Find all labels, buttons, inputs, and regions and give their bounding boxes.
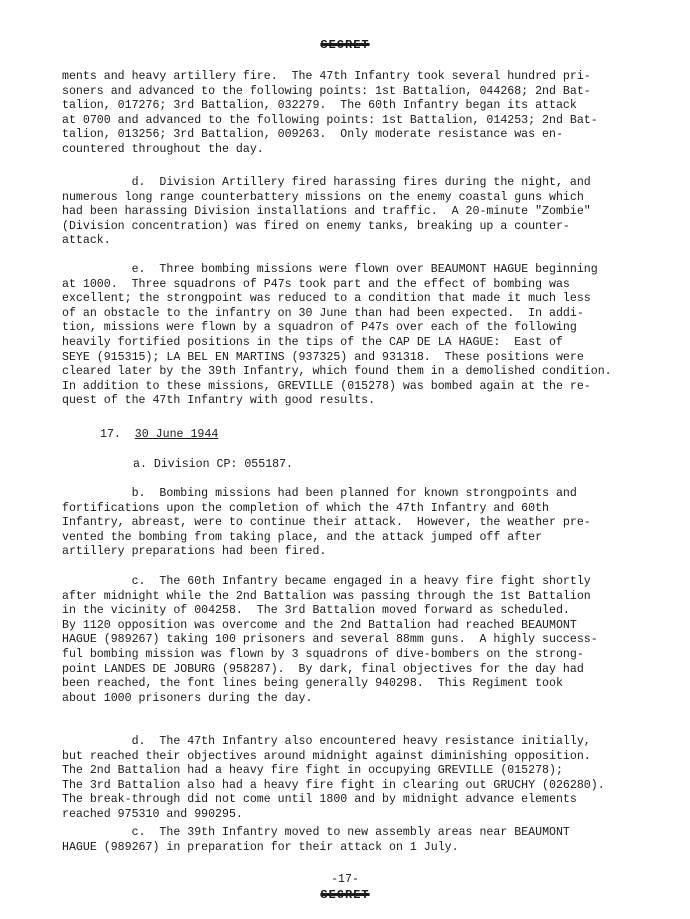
classification-footer [0,888,690,903]
paragraph-17b: b. Bombing missions had been planned for known strongpoints and fortifications upon the completion of which the 47th Infantry and 60th Infantry, abreast, were to continue their attack. However, the weather pre- vented the bombing from taking place, and the attack jumped off after artillery preparations had been fired. [62,487,591,559]
section-heading-17 [100,428,218,443]
section-number: 17. [100,428,121,441]
paragraph-16d: d. Division Artillery fired harassing fires during the night, and numerous long range counterbattery missions on the enemy coastal guns which had been harassing Division installations and traffic. A 20-minute "Zombie" (Division concentration) was fired on enemy tanks, breaking up a counter- attack. [62,176,591,248]
paragraph-17e: c. The 39th Infantry moved to new assembly areas near BEAUMONT HAGUE (989267) in preparation for their attack on 1 July. [62,826,570,854]
paragraph-17d: d. The 47th Infantry also encountered heavy resistance initially, but reached their objectives around midnight against diminishing opposition. The 2nd Battalion had a heavy fire fight in occupying GREVILLE (015278); The 3rd Battalion also had a heavy fire fight in clearing out GRUCHY (026280). The break-through did not come until 1800 and by midnight advance elements reached 975310 and 990295. [62,735,605,821]
paragraph-continuation: ments and heavy artillery fire. The 47th Infantry took several hundred pri- soners and advanced to the following points: 1st Battalion, 044268; 2nd Bat- talion, 017276; 3rd Battalion, 032279. The 60th Infantry began its attack at 0700 and advanced to the following points: 1st Battalion, 014253; 2nd Bat- talion, 013256; 3rd Battalion, 009263. Only moderate resistance was en- countered throughout the day. [62,70,598,156]
paragraph-16e: e. Three bombing missions were flown over BEAUMONT HAGUE beginning at 1000. Three squadrons of P47s took part and the effect of bombing was excellent; the strongpoint was reduced to a condition that made it much less of an obstacle to the infantry on 30 June than had been expected. In addi- tion, missions were flown by a squadron of P47s over each of the following heavily fortified positions in the tips of the CAP DE LA HAGUE: East of SEYE (915315); LA BEL EN MARTINS (937325) and 931318. These positions were cleared later by the 39th Infantry, which found them in a demolished condition. In addition to these missions, GREVILLE (015278) was bombed again at the re- quest of the 47th Infantry with good results. [62,263,612,408]
section-date: 30 June 1944 [134,428,219,441]
classification-header [0,38,690,53]
paragraph-17c: c. The 60th Infantry became engaged in a heavy fire fight shortly after midnight while the 2nd Battalion was passing through the 1st Battalion in the vicinity of 004258. The 3rd Battalion moved forward as scheduled. By 1120 opposition was overcome and the 2nd Battalion had reached BEAUMONT HAGUE (989267) taking 100 prisoners and several 88mm guns. A highly success- ful bombing mission was flown by 3 squadrons of dive-bombers on the strong- point LANDES DE JOBURG (958287). By dark, final objectives for the day had been reached, the font lines being generally 940298. This Regiment took about 1000 prisoners during the day. [62,575,598,705]
classification-label-top: SECRET [320,38,370,52]
paragraph-17a: a. Division CP: 055187. [133,458,294,471]
page-number: -17- [331,873,359,886]
classification-label-bottom: SECRET [320,888,370,902]
